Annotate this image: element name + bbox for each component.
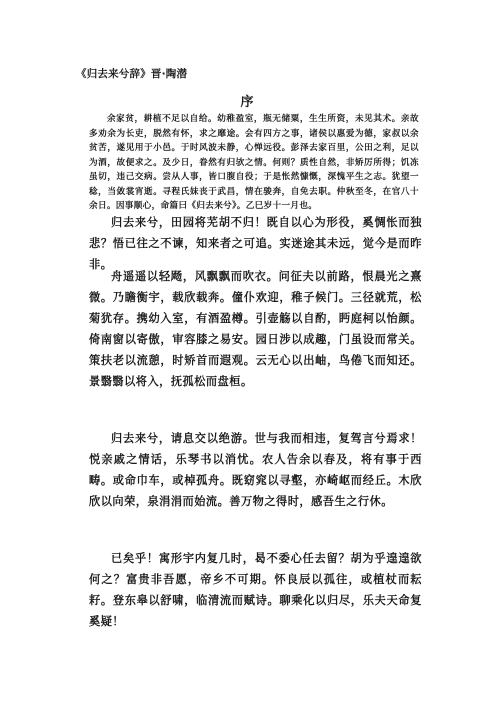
poem-paragraph-3: 归去来兮，请息交以绝游。世与我而相违，复驾言兮焉求！悦亲戚之情话，乐琴书以消忧。农人告余以春及，将有事于西畴。或命巾车，或棹孤舟。既窈窕以寻壑，亦崎岖而经丘。木欣欣以向荣，泉涓涓而始流。善万物之得时，感吾生之行休。 bbox=[89, 432, 422, 508]
poem-paragraph-1: 归去来兮，田园将芜胡不归！既自以心为形役，奚惆怅而独悲？悟已往之不谏，知来者之可追。实迷途其未远，觉今是而昨非。 bbox=[89, 216, 422, 271]
document-title: 《归去来兮辞》晋·陶潜 bbox=[76, 68, 188, 80]
preface-heading: 序 bbox=[240, 95, 256, 110]
preface-paragraph: 余家贫，耕植不足以自给。幼稚盈室，瓶无储粟，生生所资，未见其术。亲故多劝余为长吏，脱然有怀，求之靡途。会有四方之事，诸侯以惠爱为德，家叔以余贫苦，遂见用于小邑。于时风波未静，心惮远役。彭泽去家百里，公田之利，足以为酒，故便求之。及少日，眷然有归欤之情。何则？质性自然，非矫厉所得；饥冻虽切，违己交病。尝从人事，皆口腹自役；于是怅然慷慨，深愧平生之志。犹望一稔，当敛裳宵逝。寻程氏妹丧于武昌，情在骏奔，自免去职。仲秋至冬，在官八十余日。因事顺心，命篇曰《归去来兮》。乙巳岁十一月也。 bbox=[89, 114, 419, 211]
poem-paragraph-2: 舟遥遥以轻飏，风飘飘而吹衣。问征夫以前路，恨晨光之熹微。乃瞻衡宇，载欣载奔。僮仆欢迎，稚子候门。三径就荒，松菊犹存。携幼入室，有酒盈樽。引壶觞以自酌，眄庭柯以怡颜。倚南窗以寄傲，审容膝之易安。园日涉以成趣，门虽设而常关。策扶老以流憩，时矫首而遐观。云无心以出岫，鸟倦飞而知还。景翳翳以将入，抚孤松而盘桓。 bbox=[89, 270, 422, 388]
poem-paragraph-4: 已矣乎！寓形宇内复几时，曷不委心任去留？胡为乎遑遑欲何之？富贵非吾愿，帝乡不可期。怀良辰以孤往，或植杖而耘耔。登东皋以舒啸，临清流而赋诗。聊乘化以归尽，乐夫天命复奚疑！ bbox=[89, 552, 422, 628]
